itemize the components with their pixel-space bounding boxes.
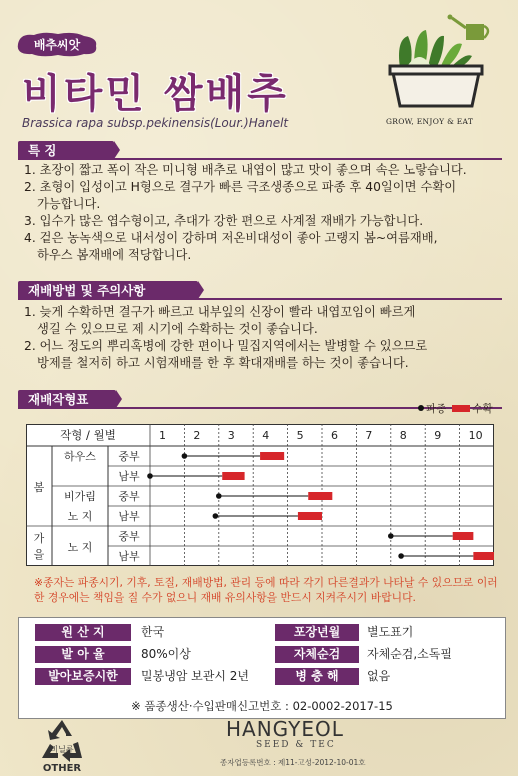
chart-heading: 재배작형표 xyxy=(18,390,116,409)
feature-item: 1. 초장이 짧고 폭이 작은 미니형 배추로 내엽이 많고 맛이 좋으며 속은 노랗습니다. xyxy=(24,163,467,177)
leaf-icon xyxy=(399,30,472,68)
features-heading: 특 징 xyxy=(18,141,114,160)
type-label: 노 지 xyxy=(67,510,93,523)
brand-badge-text: 배추씨앗 xyxy=(33,38,81,52)
latin-name: Brassica rapa subsp.pekinensis(Lour.)Hanelt xyxy=(22,116,289,130)
month-label: 4 xyxy=(262,429,270,442)
zone-label: 중부 xyxy=(118,450,140,463)
recycle-label: OTHER xyxy=(42,763,82,774)
packaging-label: 포장년월 xyxy=(275,624,359,641)
type-label: 비가림 xyxy=(64,490,96,503)
warning-note: ※종자는 파종시기, 기후, 토질, 재배방법, 관리 등에 따라 각기 다른결과가 나타날 수 있으므로 이러한 경우에는 책임을 질 수가 없으니 재배 유의사항을 반드시 지켜주시기 바랍니다. xyxy=(34,576,498,604)
planter-illustration xyxy=(380,10,500,115)
sow-marker-icon xyxy=(418,405,424,411)
guarantee-label: 발아보증시한 xyxy=(35,668,131,685)
registration-number: ※ 품종생산·수입판매신고번호 : 02-0002-2017-15 xyxy=(131,699,393,713)
recycle-material: 비닐류 xyxy=(50,745,74,754)
sow-marker xyxy=(182,453,188,459)
harvest-bar xyxy=(308,492,332,500)
cultivation-item: 2. 어느 정도의 뿌리혹병에 강한 편이나 밀집지역에서는 발병할 수 있으므로 xyxy=(24,339,428,353)
company-registration: 종자업등록번호 : 제11-고성-2012-10-01호 xyxy=(220,758,366,767)
zone-label: 중부 xyxy=(118,530,140,543)
group-label: 봄 xyxy=(33,481,45,494)
features-list xyxy=(24,162,504,264)
guarantee-value: 밀봉냉암 보관시 2년 xyxy=(141,669,250,683)
packaging-value: 별도표기 xyxy=(367,625,414,639)
disease-value: 없음 xyxy=(367,669,391,683)
harvest-bar xyxy=(473,552,494,560)
purity-value: 자체순검,소독필 xyxy=(367,647,452,661)
purity-label: 자체순검 xyxy=(275,646,359,663)
legend-sow: 파종 xyxy=(426,403,447,415)
feature-item: 4. 겉은 농녹색으로 내서성이 강하며 저온비대성이 좋아 고랭지 봄~여름재배, xyxy=(24,231,438,245)
cultivation-heading: 재배방법 및 주의사항 xyxy=(18,281,198,300)
cultivation-list xyxy=(24,304,504,372)
company-subtitle: SEED & TEC xyxy=(256,740,336,750)
germination-value: 80%이상 xyxy=(141,647,191,661)
watering-can-icon xyxy=(448,15,489,41)
feature-item: 2. 초형이 입성이고 H형으로 결구가 빠른 극조생종으로 파종 후 40일이면 수확이 xyxy=(24,180,457,194)
info-box xyxy=(18,617,506,719)
sow-marker xyxy=(213,513,219,519)
month-label: 7 xyxy=(365,429,373,442)
cultivation-item-cont: 방제를 철저히 하고 시험재배를 한 후 확대재배를 하는 것이 좋습니다. xyxy=(37,356,409,370)
features-rule xyxy=(18,158,502,160)
product-title: 비타민 쌈배추 xyxy=(22,71,289,117)
germination-label: 발 아 율 xyxy=(35,646,131,663)
origin-label: 원 산 지 xyxy=(35,624,131,641)
month-label: 10 xyxy=(468,429,483,442)
zone-label: 남부 xyxy=(118,470,140,483)
cultivation-rule xyxy=(18,298,502,300)
zone-label: 남부 xyxy=(118,510,140,523)
type-label: 노 지 xyxy=(67,541,93,554)
type-label: 하우스 xyxy=(64,450,96,463)
harvest-bar xyxy=(298,512,322,520)
feature-item-cont: 가능합니다. xyxy=(37,197,101,211)
harvest-bar xyxy=(222,472,244,480)
company-name: HANGYEOL xyxy=(226,717,344,741)
month-label: 5 xyxy=(296,429,304,442)
month-label: 3 xyxy=(227,429,235,442)
month-label: 6 xyxy=(331,429,338,442)
sow-marker xyxy=(147,473,153,479)
cultivation-calendar xyxy=(26,424,494,566)
origin-value: 한국 xyxy=(141,625,165,639)
feature-item: 3. 입수가 많은 엽수형이고, 추대가 강한 편으로 사계절 재배가 가능합니다. xyxy=(24,214,424,228)
harvest-bar xyxy=(260,452,284,460)
legend-harvest: 수확 xyxy=(472,403,493,415)
cultivation-item: 1. 늦게 수확하면 결구가 빠르고 내부잎의 신장이 빨라 내엽꼬임이 빠르게 xyxy=(24,305,416,319)
zone-label: 중부 xyxy=(118,490,140,503)
calendar-header: 작형 / 월별 xyxy=(60,428,116,442)
sow-marker xyxy=(398,553,404,559)
month-label: 8 xyxy=(399,429,407,442)
brand-badge xyxy=(14,30,100,58)
month-label: 9 xyxy=(434,429,442,442)
sow-marker xyxy=(216,493,222,499)
group-label: 가 xyxy=(33,532,45,545)
cultivation-item-cont: 생길 수 있으므로 제 시기에 수확하는 것이 좋습니다. xyxy=(37,322,318,336)
month-label: 1 xyxy=(159,429,166,442)
sow-marker xyxy=(388,533,394,539)
feature-item-cont: 하우스 봄재배에 적당합니다. xyxy=(37,248,192,262)
zone-label: 남부 xyxy=(118,550,140,563)
month-label: 2 xyxy=(193,429,201,442)
disease-label: 병 충 해 xyxy=(275,668,359,685)
recycle-icon xyxy=(32,714,92,774)
slogan: GROW, ENJOY & EAT xyxy=(386,117,474,126)
harvest-bar xyxy=(453,532,474,540)
group-label: 을 xyxy=(33,548,45,561)
chart-legend xyxy=(418,401,493,416)
harvest-marker-icon xyxy=(452,405,470,412)
